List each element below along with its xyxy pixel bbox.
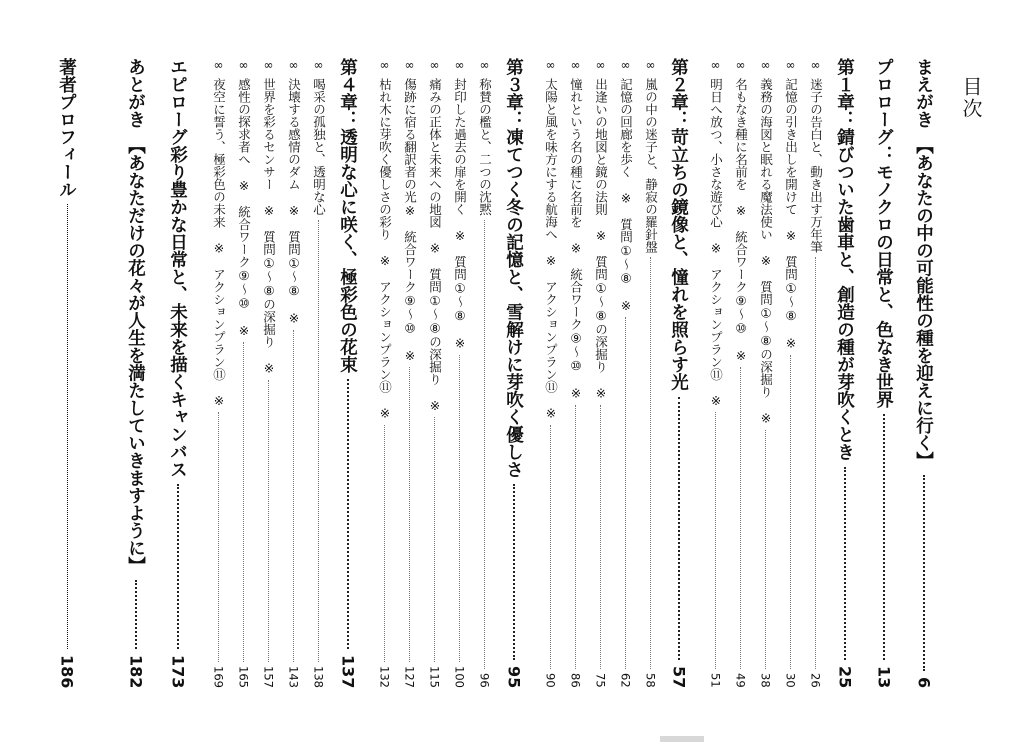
leader-dots [347, 379, 349, 649]
infinity-bullet-icon: ∞ [286, 58, 301, 72]
page-number: 75 [593, 673, 608, 688]
page-number: 57 [669, 665, 689, 688]
toc-entry-prologue[interactable] [872, 58, 896, 688]
entry-title: 嵐の中の迷子と、静寂の羅針盤 [643, 78, 659, 253]
toc-entry-chapter-3[interactable] [502, 58, 526, 688]
page-number: 132 [377, 666, 392, 688]
toc-entry-chapter-1[interactable] [833, 58, 857, 688]
page-number: 26 [808, 673, 823, 688]
page-number: 90 [543, 673, 558, 688]
page-number: 13 [874, 665, 894, 688]
page-number: 157 [261, 666, 276, 688]
page-number: 115 [427, 666, 442, 688]
leader-dots [844, 467, 846, 660]
entry-title: 感性の探求者へ ※ 統合ワーク⑨～⑩ ※ [236, 78, 252, 338]
toc-heading: 目次 [959, 76, 983, 120]
infinity-bullet-icon: ∞ [543, 58, 558, 72]
page-number: 100 [452, 666, 467, 688]
page-number: 58 [643, 673, 658, 688]
entry-title: 著者プロフィール [56, 58, 77, 198]
leader-dots [575, 405, 576, 670]
entry-title: 枯れ木に芽吹く優しさの彩り ※ アクションプラン⑪ ※ [377, 78, 393, 421]
leader-dots [815, 257, 816, 669]
infinity-bullet-icon: ∞ [783, 58, 798, 72]
leader-dots [625, 317, 626, 669]
page-number: 173 [168, 654, 188, 688]
leader-dots [513, 484, 515, 660]
page-number: 169 [211, 666, 226, 688]
infinity-bullet-icon: ∞ [236, 58, 251, 72]
toc-entry-epilogue[interactable] [166, 58, 190, 688]
page-number: 138 [311, 666, 326, 688]
entry-title: 痛みの正体と未来への地図 ※ 質問①～⑧の深掘り ※ [427, 78, 443, 413]
toc-subentry[interactable] [476, 58, 493, 688]
leader-dots [459, 355, 460, 663]
page-number: 165 [236, 666, 251, 688]
infinity-bullet-icon: ∞ [593, 58, 608, 72]
page-number: 143 [286, 666, 301, 688]
toc-subentry[interactable] [451, 58, 468, 688]
toc-subentry[interactable] [542, 58, 559, 688]
leader-dots [678, 397, 680, 660]
leader-dots [268, 380, 269, 663]
infinity-bullet-icon: ∞ [618, 58, 633, 72]
toc-entry-author-profile[interactable] [55, 58, 79, 688]
entry-title: 傷跡に宿る翻訳者の光※ 統合ワーク⑨～⑩ ※ [402, 78, 418, 363]
toc-subentry[interactable] [376, 58, 393, 688]
leader-dots [550, 425, 551, 670]
page-number: 182 [126, 654, 146, 688]
leader-dots [135, 580, 137, 648]
leader-dots [218, 412, 219, 662]
leader-dots [883, 414, 885, 660]
leader-dots [790, 355, 791, 670]
toc-subentry[interactable] [210, 58, 227, 688]
infinity-bullet-icon: ∞ [261, 58, 276, 72]
leader-dots [740, 367, 741, 669]
infinity-bullet-icon: ∞ [211, 58, 226, 72]
toc-entry-preface[interactable] [912, 58, 936, 688]
infinity-bullet-icon: ∞ [808, 58, 823, 72]
infinity-bullet-icon: ∞ [733, 58, 748, 72]
entry-title: プロローグ：モノクロの日常と、色なき世界 [873, 58, 894, 408]
toc-subentry[interactable] [401, 58, 418, 688]
leader-dots [484, 220, 485, 670]
page-number: 6 [914, 676, 934, 688]
entry-title: 夜空に誓う、極彩色の未来 ※ アクションプラン⑪ ※ [211, 78, 227, 408]
entry-title: あとがき 【あなただけの花々が人生を満たしていきますように】 [125, 58, 146, 575]
leader-dots [923, 475, 925, 671]
page-number: 95 [504, 665, 524, 688]
toc-subentry[interactable] [757, 58, 774, 688]
toc-subentry[interactable] [285, 58, 302, 688]
leader-dots [384, 425, 385, 663]
toc-subentry[interactable] [310, 58, 327, 688]
toc-subentry[interactable] [567, 58, 584, 688]
infinity-bullet-icon: ∞ [402, 58, 417, 72]
toc-subentry[interactable] [707, 58, 724, 688]
page-number: 38 [758, 673, 773, 688]
leader-dots [243, 342, 244, 662]
infinity-bullet-icon: ∞ [427, 58, 442, 72]
page-tab [660, 736, 704, 742]
entry-title: 第４章：透明な心に咲く、極彩色の花束 [337, 58, 358, 373]
page-number: 62 [618, 673, 633, 688]
page-number: 86 [568, 673, 583, 688]
leader-dots [434, 417, 435, 662]
entry-title: 封印した過去の扉を開く ※ 質問①～⑧ ※ [452, 78, 468, 351]
infinity-bullet-icon: ∞ [452, 58, 467, 72]
entry-title: 出逢いの地図と鏡の法則 ※ 質問①～⑧の深掘り ※ [593, 78, 609, 401]
page-number: 30 [783, 673, 798, 688]
entry-title: 喝采の孤独と、透明な心 [311, 78, 327, 216]
entry-title: 称賛の檻と、二つの沈黙 [477, 78, 493, 216]
entry-title: 太陽と風を味方にする航海へ ※ アクションプラン⑪ ※ [543, 78, 559, 421]
toc-entry-chapter-2[interactable] [667, 58, 691, 688]
leader-dots [765, 430, 766, 670]
toc-subentry[interactable] [592, 58, 609, 688]
leader-dots [409, 367, 410, 662]
leader-dots [177, 484, 179, 649]
page-number: 127 [402, 666, 417, 688]
toc-subentry[interactable] [782, 58, 799, 688]
entry-title: 憧れという名の種に名前を ※ 統合ワーク⑨～⑩ ※ [568, 78, 584, 401]
toc-entry-afterword[interactable] [124, 58, 148, 688]
page-number: 51 [708, 673, 723, 688]
page-number: 96 [477, 673, 492, 688]
leader-dots [293, 330, 294, 663]
entry-title: エピローグ彩り豊かな日常と、未来を描くキャンバス [167, 58, 188, 478]
infinity-bullet-icon: ∞ [643, 58, 658, 72]
page-number: 49 [733, 673, 748, 688]
entry-title: まえがき 【あなたの中の可能性の種を迎えに行く】 [913, 58, 934, 470]
infinity-bullet-icon: ∞ [568, 58, 583, 72]
page-number: 186 [57, 654, 77, 688]
entry-title: 第３章：凍てつく冬の記憶と、雪解けに芽吹く優しさ [503, 58, 524, 478]
toc-subentry[interactable] [426, 58, 443, 688]
entry-title: 第１章：錆びついた歯車と、創造の種が芽吹くとき [834, 58, 855, 461]
entry-title: 義務の海図と眠れる魔法使い ※ 質問①～⑧の深掘り ※ [758, 78, 774, 426]
toc-subentry[interactable] [617, 58, 634, 688]
infinity-bullet-icon: ∞ [377, 58, 392, 72]
toc-subentry[interactable] [732, 58, 749, 688]
leader-dots [650, 257, 651, 669]
infinity-bullet-icon: ∞ [477, 58, 492, 72]
infinity-bullet-icon: ∞ [311, 58, 326, 72]
leader-dots [715, 412, 716, 669]
page-number: 25 [835, 665, 855, 688]
page-number: 137 [338, 654, 358, 688]
entry-title: 決壊する感情のダム ※ 質問①～⑧ ※ [286, 78, 302, 326]
entry-title: 記憶の引き出しを開けて ※ 質問①～⑧ ※ [783, 78, 799, 351]
entry-title: 名もなき種に名前を ※ 統合ワーク⑨～⑩ ※ [733, 78, 749, 363]
toc-subentry[interactable] [807, 58, 824, 688]
leader-dots [318, 220, 319, 663]
leader-dots [67, 204, 68, 649]
toc-entry-chapter-4[interactable] [336, 58, 360, 688]
toc-subentry[interactable] [235, 58, 252, 688]
entry-title: 世界を彩るセンサー ※ 質問①～⑧の深掘り ※ [261, 78, 277, 376]
entry-title: 記憶の回廊を歩く ※ 質問①～⑧ ※ [618, 78, 634, 313]
entry-title: 明日へ放つ、小さな遊び心 ※ アクションプラン⑪ ※ [708, 78, 724, 408]
entry-title: 迷子の告白と、動き出す万年筆 [808, 78, 824, 253]
infinity-bullet-icon: ∞ [758, 58, 773, 72]
entry-title: 第２章：苛立ちの鏡像と、憧れを照らす光 [668, 58, 689, 391]
leader-dots [600, 405, 601, 670]
infinity-bullet-icon: ∞ [708, 58, 723, 72]
toc-subentry[interactable] [260, 58, 277, 688]
toc-subentry[interactable] [642, 58, 659, 688]
